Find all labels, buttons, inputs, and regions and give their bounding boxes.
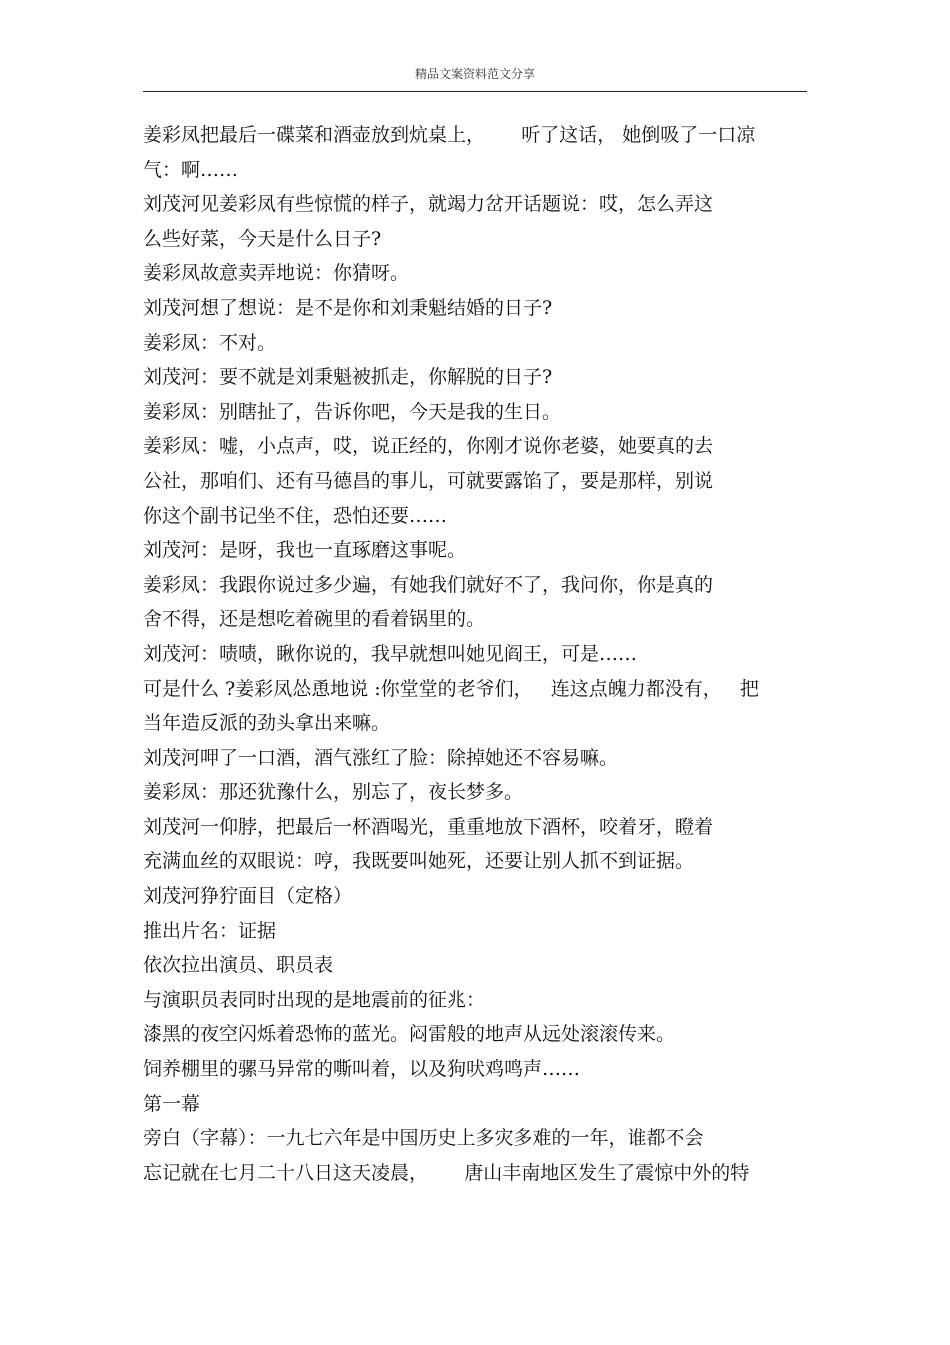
header-divider	[143, 91, 807, 92]
text-line: 刘茂河：要不就是刘秉魁被抓走，你解脱的日子?	[143, 366, 553, 389]
text-line: 忘记就在七月二十八日这天凌晨， 唐山丰南地区发生了震惊中外的特	[143, 1161, 750, 1184]
text-line: 刘茂河一仰脖，把最后一杯酒喝光，重重地放下酒杯，咬着牙，瞪着	[143, 815, 714, 838]
script-body	[143, 118, 809, 1190]
text-line: 可是什么 ?姜彩凤怂恿地说 :你堂堂的老爷们， 连这点魄力都没有， 把	[143, 677, 759, 700]
page-header: 精品文案资料范文分享	[414, 67, 535, 81]
text-line: 公社，那咱们、还有马德昌的事儿，可就要露馅了，要是那样，别说	[143, 469, 714, 492]
text-line: 旁白（字幕）：一九七六年是中国历史上多灾多难的一年，谁都不会	[143, 1127, 704, 1150]
text-line: 刘茂河：啧啧，瞅你说的，我早就想叫她见阎王，可是……	[143, 642, 638, 665]
text-line: 舍不得，还是想吃着碗里的看着锅里的。	[143, 608, 486, 631]
text-line: 你这个副书记坐不住，恐怕还要……	[143, 504, 448, 527]
text-line: 与演职员表同时出现的是地震前的征兆：	[143, 988, 486, 1011]
text-line: 姜彩凤：不对。	[143, 331, 277, 354]
text-line: 姜彩凤：嘘，小点声，哎，说正经的，你刚才说你老婆，她要真的去	[143, 435, 714, 458]
text-line: 么些好菜，今天是什么日子?	[143, 227, 382, 250]
text-line: 充满血丝的双眼说：哼，我既要叫她死，还要让别人抓不到证据。	[143, 850, 695, 873]
text-line: 姜彩凤把最后一碟菜和酒壶放到炕桌上， 听了这话， 她倒吸了一口凉	[143, 124, 756, 146]
text-line: 第一幕	[143, 1092, 201, 1115]
text-line: 刘茂河想了想说：是不是你和刘秉魁结婚的日子?	[143, 296, 553, 319]
text-line: 刘茂河狰狞面目（定格）	[143, 885, 353, 908]
text-line: 当年造反派的劲头拿出来嘛。	[143, 712, 391, 735]
text-line: 姜彩凤故意卖弄地说：你猜呀。	[143, 262, 410, 285]
text-line: 刘茂河呷了一口酒，酒气涨红了脸：除掉她还不容易嘛。	[143, 746, 619, 769]
text-line: 刘茂河：是呀，我也一直琢磨这事呢。	[143, 539, 467, 562]
text-line: 依次拉出演员、职员表	[143, 954, 334, 977]
text-line: 气：啊……	[143, 158, 239, 181]
text-line: 推出片名：证据	[143, 919, 277, 942]
text-line: 姜彩凤：别瞎扯了，告诉你吧，今天是我的生日。	[143, 400, 562, 423]
text-line: 刘茂河见姜彩凤有些惊慌的样子，就竭力岔开话题说：哎，怎么弄这	[143, 193, 714, 216]
text-line: 漆黑的夜空闪烁着恐怖的蓝光。闷雷般的地声从远处滚滚传来。	[143, 1023, 676, 1046]
text-line: 姜彩凤：那还犹豫什么，别忘了，夜长梦多。	[143, 781, 524, 804]
text-line: 姜彩凤：我跟你说过多少遍，有她我们就好不了，我问你，你是真的	[143, 573, 714, 596]
text-line: 饲养棚里的骡马异常的嘶叫着，以及狗吠鸡鸣声……	[143, 1058, 581, 1081]
